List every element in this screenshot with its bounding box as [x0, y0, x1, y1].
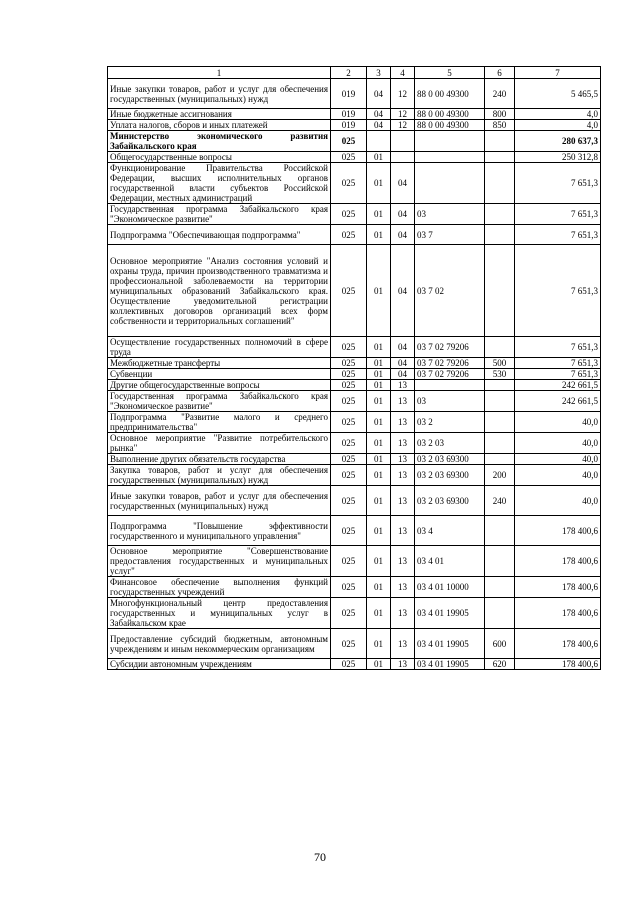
row-name: Общегосударственные вопросы [108, 152, 331, 163]
row-name: Предоставление субсидий бюджетным, автономным учреждениям и иным некоммерческим организациям [108, 629, 331, 659]
row-expense-type: 530 [485, 369, 515, 380]
row-section-code: 01 [367, 454, 391, 465]
header-cell: 1 [108, 67, 331, 79]
row-section-code: 01 [367, 152, 391, 163]
row-expense-type [485, 204, 515, 225]
row-expense-type [485, 412, 515, 433]
row-target-code: 03 4 01 19905 [415, 659, 485, 670]
row-ministry-code: 025 [331, 454, 367, 465]
row-name: Выполнение других обязательств государства [108, 454, 331, 465]
row-subsection-code: 13 [391, 380, 415, 391]
table-row [108, 598, 601, 629]
row-expense-type [485, 577, 515, 598]
row-amount: 7 651,3 [515, 358, 601, 369]
row-name: Иные закупки товаров, работ и услуг для обеспечения государственных (муниципальных) нужд [108, 486, 331, 516]
row-amount: 242 661,5 [515, 380, 601, 391]
row-amount: 40,0 [515, 454, 601, 465]
row-target-code: 03 4 01 [415, 546, 485, 577]
row-expense-type: 850 [485, 120, 515, 131]
row-target-code: 03 [415, 204, 485, 225]
row-section-code: 01 [367, 629, 391, 659]
table-row [108, 204, 601, 225]
row-name: Государственная программа Забайкальского края "Экономическое развитие" [108, 204, 331, 225]
row-subsection-code: 13 [391, 516, 415, 546]
table-header-row [108, 67, 601, 79]
row-section-code: 04 [367, 109, 391, 120]
row-name: Субсидии автономным учреждениям [108, 659, 331, 670]
row-name: Основное мероприятие "Анализ состояния условий и охраны труда, причин производственного травматизма и профессиональной заболеваемости на территории муниципальных образований Забайкальского края. Осуществление уведомительной регистрации коллективных договоров организаций всех форм собственности и территориальных соглашений" [108, 245, 331, 337]
row-name: Иные бюджетные ассигнования [108, 109, 331, 120]
row-subsection-code: 04 [391, 358, 415, 369]
row-amount: 242 661,5 [515, 391, 601, 412]
row-target-code [415, 163, 485, 204]
row-target-code: 03 2 03 69300 [415, 465, 485, 486]
table-row [108, 152, 601, 163]
row-ministry-code: 025 [331, 577, 367, 598]
row-ministry-code: 019 [331, 109, 367, 120]
row-ministry-code: 025 [331, 358, 367, 369]
row-subsection-code: 04 [391, 204, 415, 225]
row-name: Подпрограмма "Обеспечивающая подпрограмма" [108, 225, 331, 245]
row-target-code: 03 7 02 79206 [415, 358, 485, 369]
row-amount: 40,0 [515, 412, 601, 433]
row-section-code: 01 [367, 516, 391, 546]
row-target-code: 88 0 00 49300 [415, 120, 485, 131]
row-target-code: 03 7 02 79206 [415, 337, 485, 358]
row-ministry-code: 025 [331, 412, 367, 433]
row-ministry-code: 025 [331, 163, 367, 204]
table-row [108, 245, 601, 337]
row-amount: 178 400,6 [515, 598, 601, 629]
row-ministry-code: 025 [331, 465, 367, 486]
row-name: Подпрограмма "Развитие малого и среднего предпринимательства" [108, 412, 331, 433]
row-target-code: 03 4 01 19905 [415, 598, 485, 629]
row-subsection-code: 04 [391, 225, 415, 245]
row-subsection-code: 04 [391, 245, 415, 337]
row-subsection-code [391, 131, 415, 152]
row-target-code: 03 4 01 10000 [415, 577, 485, 598]
row-expense-type: 620 [485, 659, 515, 670]
table-row [108, 358, 601, 369]
row-amount: 7 651,3 [515, 163, 601, 204]
row-target-code: 03 7 [415, 225, 485, 245]
row-ministry-code: 025 [331, 225, 367, 245]
row-ministry-code: 025 [331, 337, 367, 358]
row-subsection-code: 04 [391, 163, 415, 204]
row-section-code: 01 [367, 391, 391, 412]
row-amount: 280 637,3 [515, 131, 601, 152]
row-section-code: 01 [367, 433, 391, 454]
row-name: Межбюджетные трансферты [108, 358, 331, 369]
row-section-code: 01 [367, 369, 391, 380]
row-expense-type: 500 [485, 358, 515, 369]
row-ministry-code: 025 [331, 380, 367, 391]
row-subsection-code: 04 [391, 337, 415, 358]
row-target-code: 03 7 02 79206 [415, 369, 485, 380]
row-ministry-code: 025 [331, 204, 367, 225]
row-section-code: 01 [367, 245, 391, 337]
header-cell: 2 [331, 67, 367, 79]
row-name: Многофункциональный центр предоставления государственных и муниципальных услуг в Забайкальском крае [108, 598, 331, 629]
row-section-code [367, 131, 391, 152]
row-amount: 5 465,5 [515, 79, 601, 109]
header-cell: 3 [367, 67, 391, 79]
row-section-code: 01 [367, 465, 391, 486]
row-name: Основное мероприятие "Развитие потребительского рынка" [108, 433, 331, 454]
row-amount: 178 400,6 [515, 629, 601, 659]
row-expense-type [485, 598, 515, 629]
page-number: 70 [314, 850, 326, 864]
row-target-code: 03 2 03 69300 [415, 486, 485, 516]
row-name: Государственная программа Забайкальского края "Экономическое развитие" [108, 391, 331, 412]
row-expense-type: 240 [485, 79, 515, 109]
row-subsection-code: 12 [391, 109, 415, 120]
row-subsection-code: 13 [391, 433, 415, 454]
row-target-code: 88 0 00 49300 [415, 79, 485, 109]
row-ministry-code: 025 [331, 391, 367, 412]
row-section-code: 01 [367, 412, 391, 433]
row-target-code: 03 4 [415, 516, 485, 546]
row-ministry-code: 025 [331, 629, 367, 659]
row-section-code: 01 [367, 380, 391, 391]
row-target-code [415, 380, 485, 391]
row-name: Подпрограмма "Повышение эффективности государственного и муниципального управления" [108, 516, 331, 546]
row-amount: 178 400,6 [515, 659, 601, 670]
row-subsection-code: 12 [391, 120, 415, 131]
row-expense-type: 600 [485, 629, 515, 659]
table-row [108, 659, 601, 670]
row-section-code: 01 [367, 486, 391, 516]
table-row [108, 163, 601, 204]
table-row [108, 516, 601, 546]
row-expense-type [485, 454, 515, 465]
row-subsection-code: 13 [391, 577, 415, 598]
budget-table [107, 66, 601, 670]
row-ministry-code: 025 [331, 598, 367, 629]
table-row [108, 465, 601, 486]
header-cell: 4 [391, 67, 415, 79]
row-amount: 7 651,3 [515, 225, 601, 245]
row-ministry-code: 025 [331, 131, 367, 152]
table-row [108, 369, 601, 380]
row-ministry-code: 025 [331, 245, 367, 337]
row-expense-type [485, 225, 515, 245]
table-row [108, 380, 601, 391]
row-section-code: 01 [367, 546, 391, 577]
row-name: Основное мероприятие "Совершенствование предоставления государственных и муниципальных услуг" [108, 546, 331, 577]
row-subsection-code: 13 [391, 465, 415, 486]
row-section-code: 01 [367, 598, 391, 629]
row-subsection-code: 13 [391, 659, 415, 670]
row-amount: 7 651,3 [515, 245, 601, 337]
table-row [108, 629, 601, 659]
row-subsection-code: 13 [391, 598, 415, 629]
row-amount: 7 651,3 [515, 337, 601, 358]
row-amount: 40,0 [515, 486, 601, 516]
row-name: Министерство экономического развития Забайкальского края [108, 131, 331, 152]
table-row [108, 433, 601, 454]
row-target-code [415, 131, 485, 152]
row-expense-type [485, 337, 515, 358]
row-section-code: 01 [367, 358, 391, 369]
row-section-code: 01 [367, 225, 391, 245]
row-subsection-code: 13 [391, 412, 415, 433]
row-ministry-code: 025 [331, 486, 367, 516]
row-ministry-code: 025 [331, 659, 367, 670]
row-target-code: 03 4 01 19905 [415, 629, 485, 659]
row-target-code: 03 2 03 69300 [415, 454, 485, 465]
table-row [108, 79, 601, 109]
row-expense-type [485, 245, 515, 337]
row-amount: 178 400,6 [515, 516, 601, 546]
row-target-code: 03 7 02 [415, 245, 485, 337]
row-amount: 178 400,6 [515, 546, 601, 577]
row-section-code: 01 [367, 204, 391, 225]
row-expense-type [485, 516, 515, 546]
row-expense-type [485, 433, 515, 454]
row-amount: 4,0 [515, 109, 601, 120]
row-section-code: 01 [367, 163, 391, 204]
row-ministry-code: 025 [331, 516, 367, 546]
table-row [108, 109, 601, 120]
row-target-code: 03 2 [415, 412, 485, 433]
row-name: Субвенции [108, 369, 331, 380]
row-target-code: 03 [415, 391, 485, 412]
row-subsection-code: 04 [391, 369, 415, 380]
row-expense-type [485, 391, 515, 412]
table-body [108, 79, 601, 670]
row-amount: 250 312,8 [515, 152, 601, 163]
row-ministry-code: 019 [331, 120, 367, 131]
row-expense-type: 800 [485, 109, 515, 120]
row-expense-type [485, 546, 515, 577]
table-row [108, 412, 601, 433]
row-expense-type: 240 [485, 486, 515, 516]
table-row [108, 131, 601, 152]
table-row [108, 454, 601, 465]
row-name: Закупка товаров, работ и услуг для обеспечения государственных (муниципальных) нужд [108, 465, 331, 486]
row-amount: 40,0 [515, 465, 601, 486]
table-row [108, 391, 601, 412]
row-section-code: 04 [367, 79, 391, 109]
header-cell: 7 [515, 67, 601, 79]
row-amount: 7 651,3 [515, 204, 601, 225]
row-target-code: 88 0 00 49300 [415, 109, 485, 120]
table-row [108, 546, 601, 577]
row-amount: 4,0 [515, 120, 601, 131]
row-ministry-code: 025 [331, 152, 367, 163]
table-row [108, 486, 601, 516]
row-section-code: 01 [367, 337, 391, 358]
table-row [108, 120, 601, 131]
row-expense-type: 200 [485, 465, 515, 486]
row-section-code: 04 [367, 120, 391, 131]
row-expense-type [485, 152, 515, 163]
row-name: Иные закупки товаров, работ и услуг для обеспечения государственных (муниципальных) нужд [108, 79, 331, 109]
row-amount: 40,0 [515, 433, 601, 454]
row-ministry-code: 025 [331, 433, 367, 454]
row-subsection-code: 13 [391, 486, 415, 516]
row-target-code [415, 152, 485, 163]
row-subsection-code [391, 152, 415, 163]
row-name: Функционирование Правительства Российской Федерации, высших исполнительных органов государственной власти субъектов Российской Федерации, местных администраций [108, 163, 331, 204]
row-name: Уплата налогов, сборов и иных платежей [108, 120, 331, 131]
row-subsection-code: 12 [391, 79, 415, 109]
row-ministry-code: 025 [331, 369, 367, 380]
header-cell: 6 [485, 67, 515, 79]
row-expense-type [485, 163, 515, 204]
row-expense-type [485, 380, 515, 391]
table-row [108, 577, 601, 598]
header-cell: 5 [415, 67, 485, 79]
row-subsection-code: 13 [391, 391, 415, 412]
row-section-code: 01 [367, 659, 391, 670]
row-amount: 7 651,3 [515, 369, 601, 380]
row-name: Осуществление государственных полномочий в сфере труда [108, 337, 331, 358]
row-amount: 178 400,6 [515, 577, 601, 598]
row-ministry-code: 019 [331, 79, 367, 109]
row-section-code: 01 [367, 577, 391, 598]
table-row [108, 337, 601, 358]
row-subsection-code: 13 [391, 546, 415, 577]
row-expense-type [485, 131, 515, 152]
row-target-code: 03 2 03 [415, 433, 485, 454]
row-name: Другие общегосударственные вопросы [108, 380, 331, 391]
row-ministry-code: 025 [331, 546, 367, 577]
table-row [108, 225, 601, 245]
row-subsection-code: 13 [391, 454, 415, 465]
row-name: Финансовое обеспечение выполнения функций государственных учреждений [108, 577, 331, 598]
row-subsection-code: 13 [391, 629, 415, 659]
